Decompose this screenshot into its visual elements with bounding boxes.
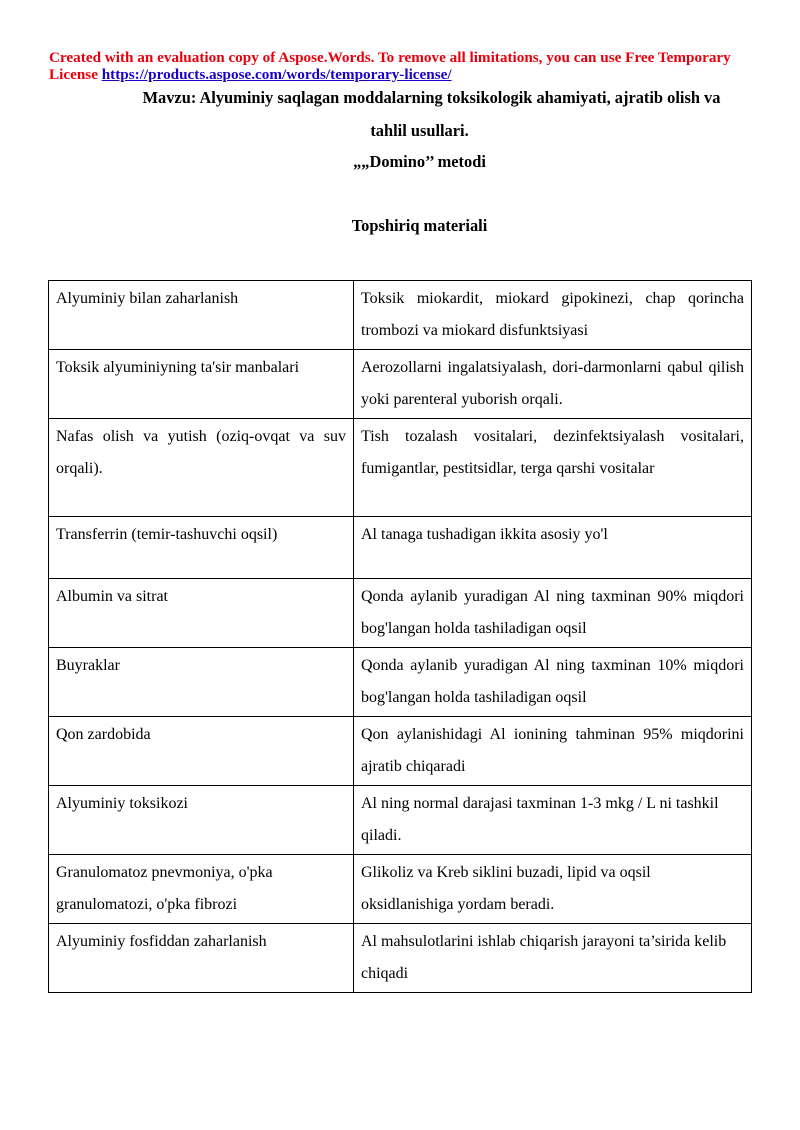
table-row: [49, 517, 752, 579]
table-row: [49, 648, 752, 717]
table-row: [49, 717, 752, 786]
table-row: [49, 350, 752, 419]
temporary-license-link[interactable]: https://products.aspose.com/words/temporary-license/: [101, 66, 452, 83]
method-title: „„Domino’’ metodi: [353, 152, 486, 171]
table-cell-term: Transferrin (temir-tashuvchi oqsil): [49, 517, 354, 579]
table-cell-description: Al tanaga tushadigan ikkita asosiy yo'l: [354, 517, 752, 579]
table-row: [49, 579, 752, 648]
table-cell-term: Buyraklar: [49, 648, 354, 717]
table-cell-term: Albumin va sitrat: [49, 579, 354, 648]
table-cell-description: Qon aylanishidagi Al ionining tahminan 95% miqdorini ajratib chiqaradi: [354, 717, 752, 786]
table-row: [49, 281, 752, 350]
topic-title-line-2: tahlil usullari.: [370, 121, 469, 140]
topic-title-line-1: Mavzu: Alyuminiy saqlagan moddalarning toksikologik ahamiyati, ajratib olish va: [142, 88, 721, 107]
table-cell-description: Aerozollarni ingalatsiyalash, dori-darmonlarni qabul qilish yoki parenteral yuborish orqali.: [354, 350, 752, 419]
table-cell-term: Alyuminiy fosfiddan zaharlanish: [49, 924, 354, 993]
table-cell-term: Qon zardobida: [49, 717, 354, 786]
table-cell-term: Granulomatoz pnevmoniya, o'pka granulomatozi, o'pka fibrozi: [49, 855, 354, 924]
table-cell-term: Nafas olish va yutish (oziq-ovqat va suv orqali).: [49, 419, 354, 517]
table-row: [49, 855, 752, 924]
table-cell-description: Tish tozalash vositalari, dezinfektsiyalash vositalari, fumigantlar, pestitsidlar, terga qarshi vositalar: [354, 419, 752, 517]
task-material-table: [48, 280, 752, 993]
evaluation-notice-text: Created with an evaluation copy of Aspose.Words. To remove all limitations, you can use Free Temporary License: [49, 49, 731, 83]
table-row: [49, 924, 752, 993]
task-material-heading: Topshiriq materiali: [351, 216, 488, 235]
table-cell-description: Qonda aylanib yuradigan Al ning taxminan 90% miqdori bog'langan holda tashiladigan oqsil: [354, 579, 752, 648]
table-cell-description: Glikoliz va Kreb siklini buzadi, lipid va oqsil oksidlanishiga yordam beradi.: [354, 855, 752, 924]
table-cell-term: Alyuminiy toksikozi: [49, 786, 354, 855]
table-cell-description: Al ning normal darajasi taxminan 1-3 mkg / L ni tashkil qiladi.: [354, 786, 752, 855]
table-cell-description: Toksik miokardit, miokard gipokinezi, chap qorincha trombozi va miokard disfunktsiyasi: [354, 281, 752, 350]
table-row: [49, 419, 752, 517]
table-row: [49, 786, 752, 855]
table-cell-description: Qonda aylanib yuradigan Al ning taxminan 10% miqdori bog'langan holda tashiladigan oqsil: [354, 648, 752, 717]
table-cell-term: Alyuminiy bilan zaharlanish: [49, 281, 354, 350]
table-cell-description: Al mahsulotlarini ishlab chiqarish jarayoni ta’sirida kelib chiqadi: [354, 924, 752, 993]
table-cell-term: Toksik alyuminiyning ta'sir manbalari: [49, 350, 354, 419]
evaluation-notice: [49, 49, 749, 83]
